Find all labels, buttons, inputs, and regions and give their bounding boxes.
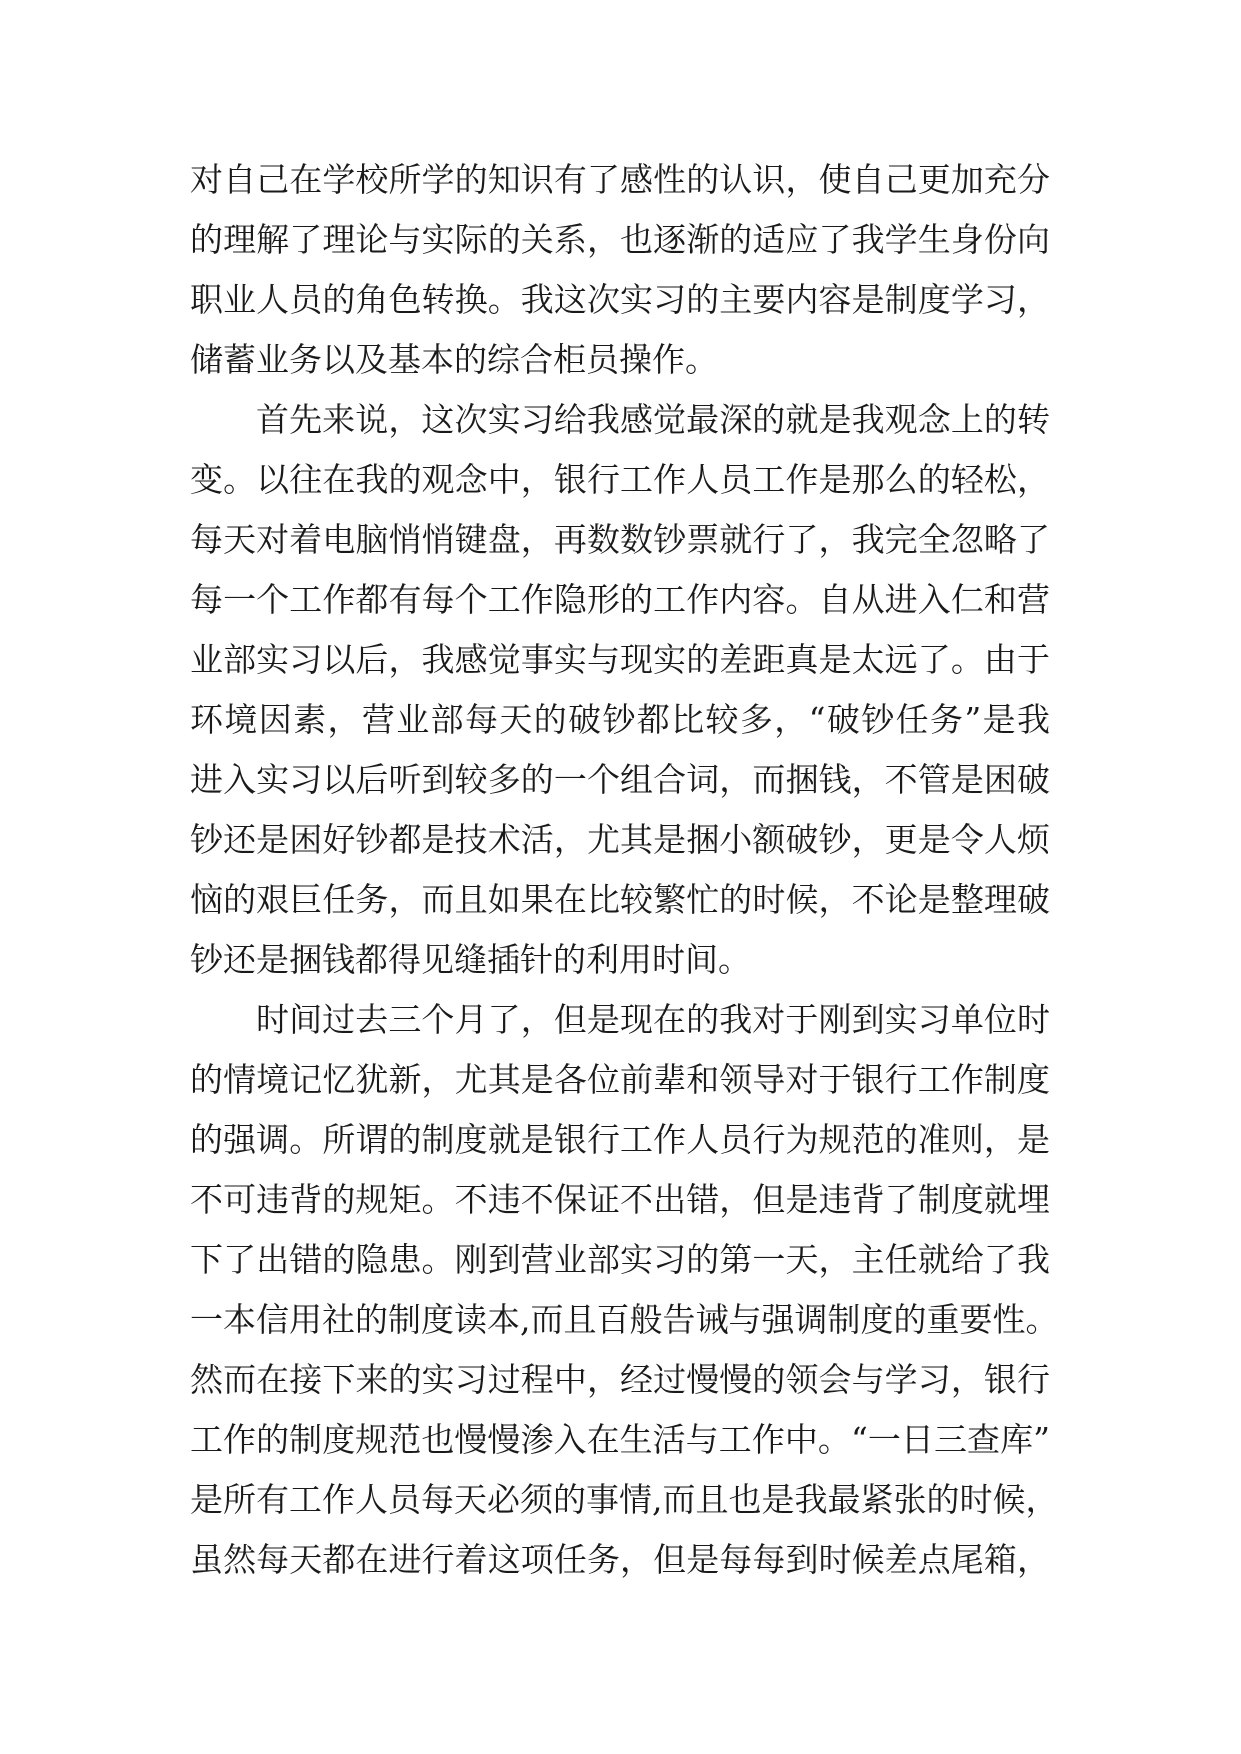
text-line: 每天对着电脑悄悄键盘，再数数钞票就行了，我完全忽略了 [190, 520, 1050, 559]
text-line: 进入实习以后听到较多的一个组合词，而捆钱，不管是困破 [190, 760, 1050, 799]
text-line: 然而在接下来的实习过程中，经过慢慢的领会与学习，银行 [190, 1360, 1050, 1399]
text-line: 职业人员的角色转换。我这次实习的主要内容是制度学习， [190, 280, 1050, 319]
document-body [190, 150, 1059, 1590]
text-line: 首先来说，这次实习给我感觉最深的就是我观念上的转 [256, 400, 1050, 439]
text-line: 钞还是捆钱都得见缝插针的利用时间。 [190, 940, 751, 979]
text-line: 恼的艰巨任务，而且如果在比较繁忙的时候，不论是整理破 [190, 880, 1050, 919]
text-line: 是所有工作人员每天必须的事情,而且也是我最紧张的时候， [190, 1480, 1059, 1519]
text-line: 不可违背的规矩。不违不保证不出错，但是违背了制度就埋 [190, 1180, 1050, 1219]
text-line: 虽然每天都在进行着这项任务，但是每每到时候差点尾箱， [190, 1540, 1050, 1579]
text-line: 变。以往在我的观念中，银行工作人员工作是那么的轻松， [190, 460, 1050, 499]
text-line: 的情境记忆犹新，尤其是各位前辈和领导对于银行工作制度 [190, 1060, 1050, 1099]
text-line: 下了出错的隐患。刚到营业部实习的第一天，主任就给了我 [190, 1240, 1050, 1279]
text-line: 的理解了理论与实际的关系，也逐渐的适应了我学生身份向 [190, 220, 1050, 259]
text-line: 每一个工作都有每个工作隐形的工作内容。自从进入仁和营 [190, 580, 1050, 619]
text-line: 对自己在学校所学的知识有了感性的认识，使自己更加充分 [190, 160, 1050, 199]
text-line: 钞还是困好钞都是技术活，尤其是捆小额破钞，更是令人烦 [190, 820, 1050, 859]
text-line: 的强调。所谓的制度就是银行工作人员行为规范的准则，是 [190, 1120, 1050, 1159]
text-line: 工作的制度规范也慢慢渗入在生活与工作中。“一日三查库” [190, 1420, 1050, 1459]
text-line: 环境因素，营业部每天的破钞都比较多，“破钞任务”是我 [190, 700, 1050, 739]
text-line: 一本信用社的制度读本,而且百般告诫与强调制度的重要性。 [190, 1300, 1059, 1339]
text-line: 时间过去三个月了，但是现在的我对于刚到实习单位时 [256, 1000, 1050, 1039]
text-line: 储蓄业务以及基本的综合柜员操作。 [190, 340, 718, 379]
text-line: 业部实习以后，我感觉事实与现实的差距真是太远了。由于 [190, 640, 1050, 679]
